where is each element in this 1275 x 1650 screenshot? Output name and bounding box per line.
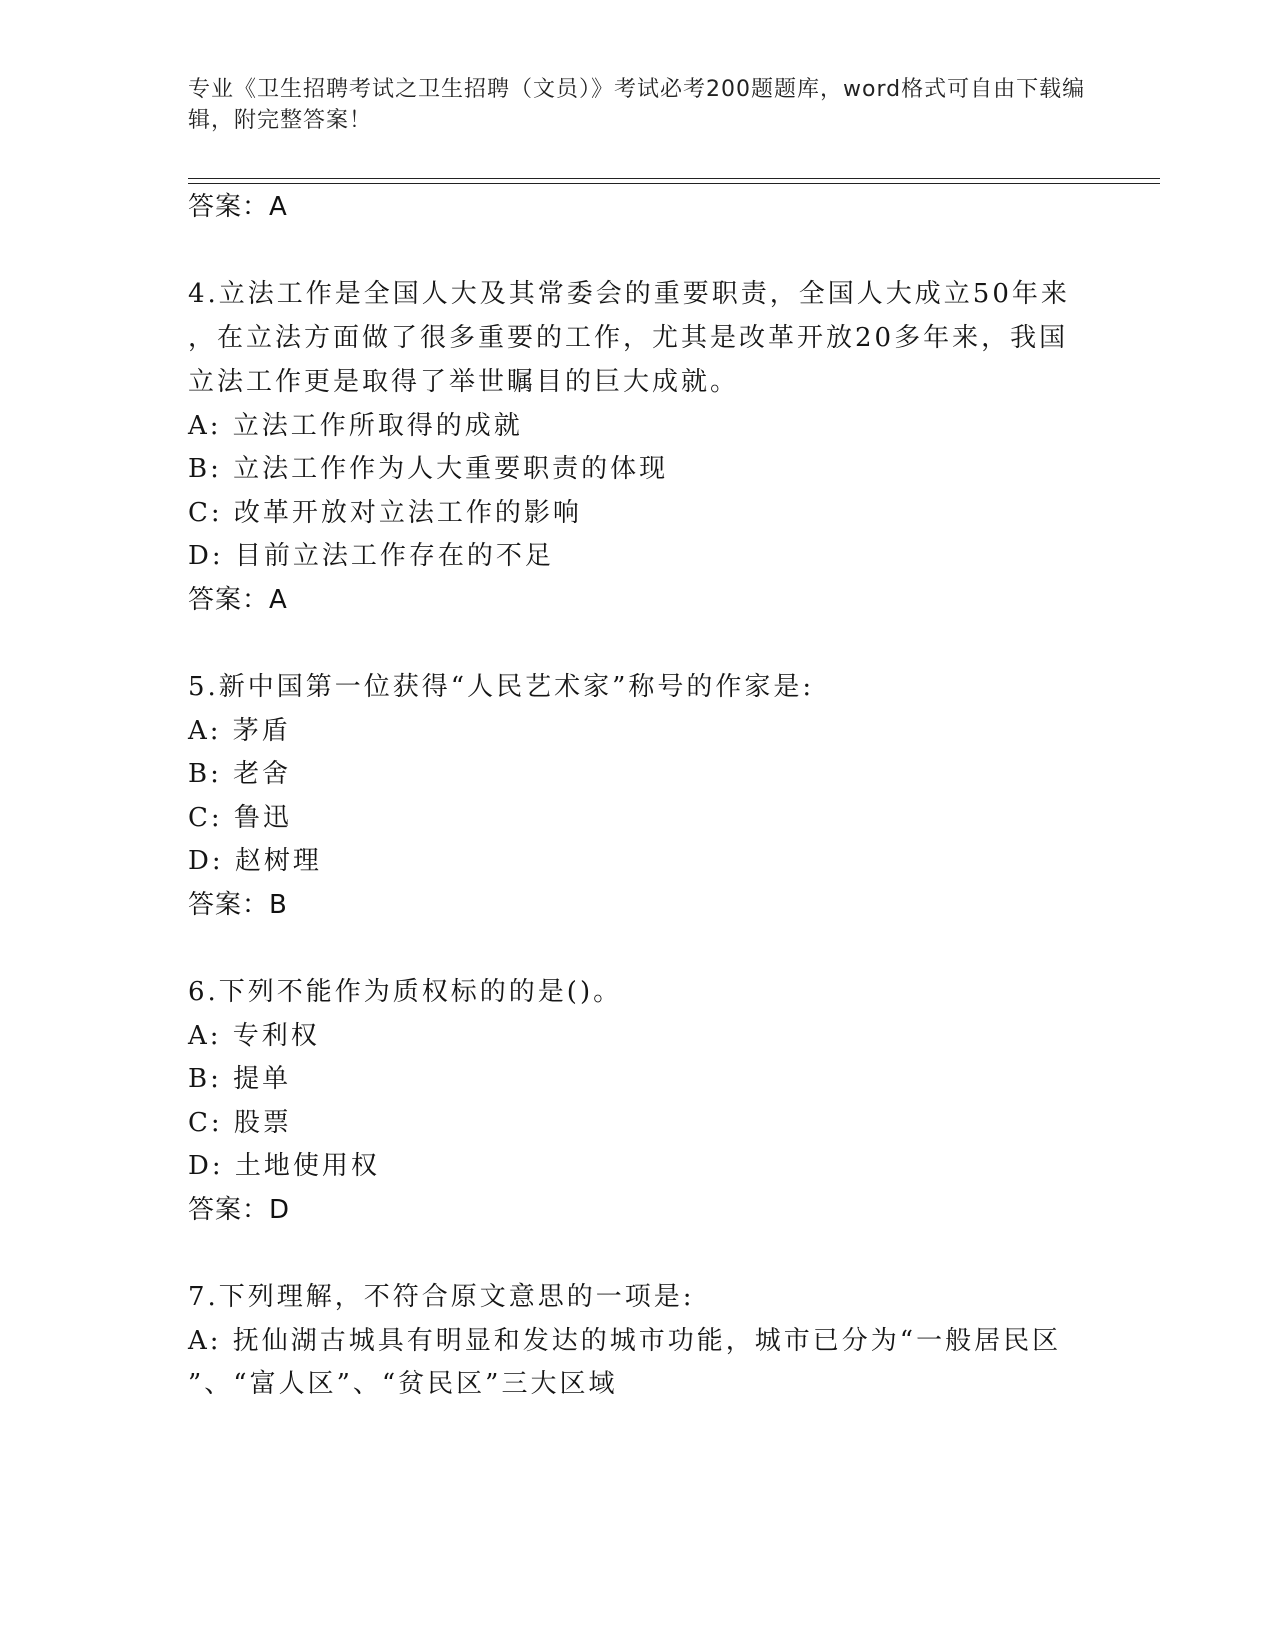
q5-stem: 5.新中国第一位获得“人民艺术家”称号的作家是:: [188, 672, 815, 702]
q6-option-a: A: 专利权: [188, 1021, 320, 1051]
q5-option-b: B: 老舍: [188, 759, 292, 789]
q4-stem-line-1: 4.立法工作是全国人大及其常委会的重要职责，全国人大成立50年来: [188, 279, 1070, 309]
q6-option-b: B: 提单: [188, 1064, 292, 1094]
answer-q4: 答案：A: [188, 585, 288, 615]
answer-q6: 答案：D: [188, 1195, 291, 1225]
q6-option-c: C: 股票: [188, 1108, 292, 1138]
q7-option-a-line-2: ”、“富人区”、“贫民区”三大区域: [188, 1369, 618, 1399]
q7-option-a-line-1: A: 抚仙湖古城具有明显和发达的城市功能，城市已分为“一般居民区: [188, 1326, 1062, 1356]
q4-option-c: C: 改革开放对立法工作的影响: [188, 498, 582, 528]
document-header: 专业《卫生招聘考试之卫生招聘（文员）》考试必考200题题库，word格式可自由下载编辑，附完整答案！: [188, 77, 1086, 133]
q6-option-d: D: 土地使用权: [188, 1151, 380, 1181]
header-divider: [188, 178, 1160, 179]
header-divider-secondary: [188, 183, 1160, 184]
q4-stem-line-2: ，在立法方面做了很多重要的工作，尤其是改革开放20多年来，我国: [188, 323, 1069, 353]
q4-option-b: B: 立法工作作为人大重要职责的体现: [188, 454, 669, 484]
q4-stem-line-3: 立法工作更是取得了举世瞩目的巨大成就。: [188, 367, 740, 397]
q6-stem: 6.下列不能作为质权标的的是()。: [188, 977, 623, 1007]
q5-option-c: C: 鲁迅: [188, 803, 292, 833]
answer-q5: 答案：B: [188, 890, 288, 920]
q4-option-d: D: 目前立法工作存在的不足: [188, 541, 554, 571]
q4-option-a: A: 立法工作所取得的成就: [188, 411, 523, 441]
q5-option-a: A: 茅盾: [188, 716, 291, 746]
answer-q3: 答案：A: [188, 192, 288, 222]
q5-option-d: D: 赵树理: [188, 846, 322, 876]
q7-stem: 7.下列理解，不符合原文意思的一项是:: [188, 1282, 695, 1312]
